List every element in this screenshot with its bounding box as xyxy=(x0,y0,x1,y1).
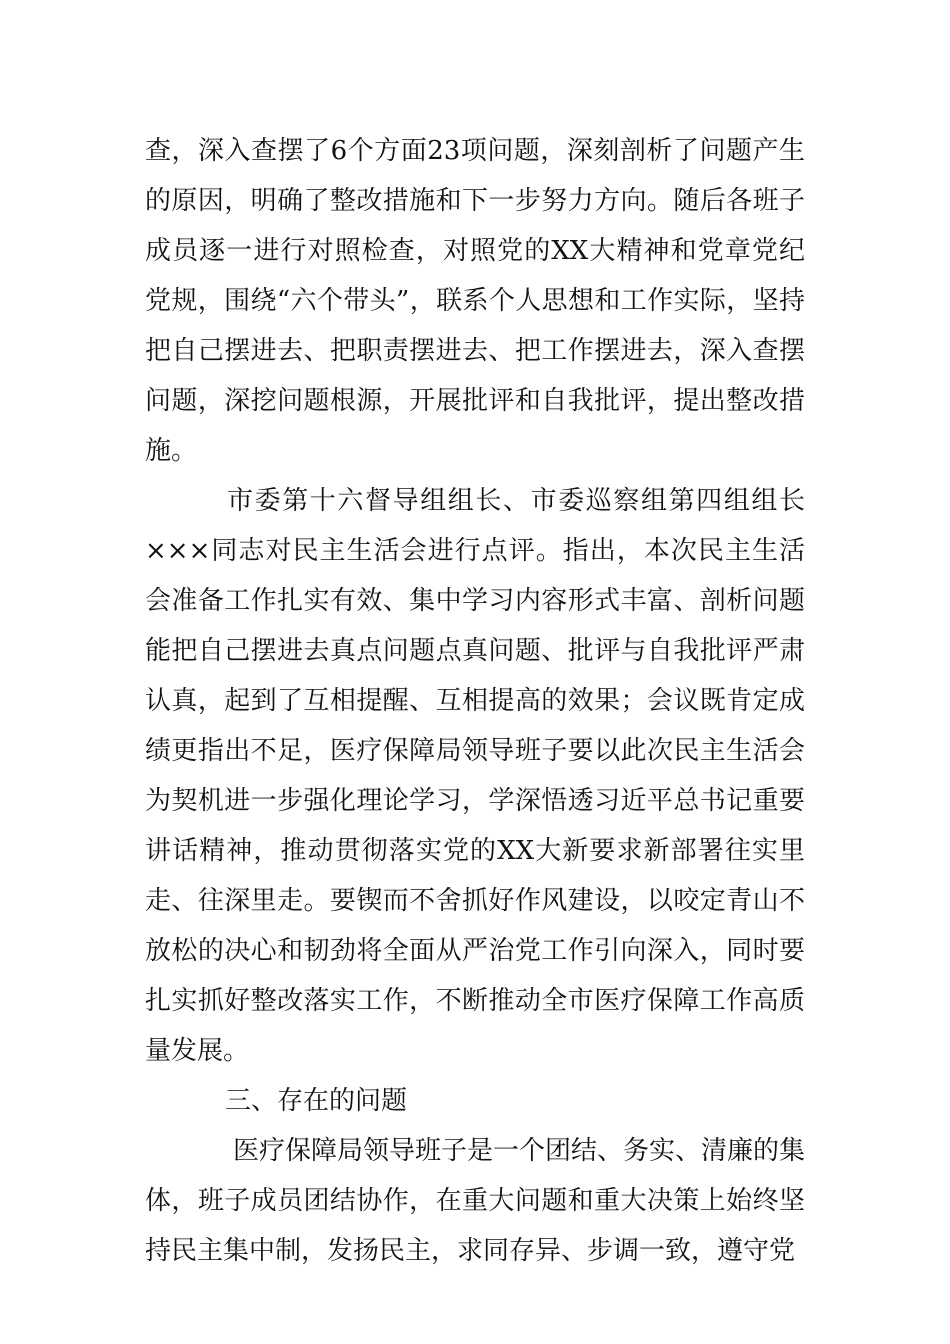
document-body xyxy=(145,126,805,1276)
section-heading: 三、存在的问题 xyxy=(225,1086,408,1116)
paragraph-continued: 查，深入查摆了6个方面23项问题，深刻剖析了问题产生的原因，明确了整改措施和下一步努力方向。随后各班子成员逐一进行对照检查，对照党的XX大精神和党章党纪党规，围绕“六个带头”，联系个人思想和工作实际，坚持把自己摆进去、把职责摆进去、把工作摆进去，深入查摆问题，深挖问题根源，开展批评和自我批评，提出整改措施。 xyxy=(145,136,805,466)
paragraph-existing-problems: 医疗保障局领导班子是一个团结、务实、清廉的集体，班子成员团结协作，在重大问题和重大决策上始终坚持民主集中制，发扬民主，求同存异、步调一致，遵守党 xyxy=(145,1136,806,1266)
paragraph-review-comments: 市委第十六督导组组长、市委巡察组第四组组长×××同志对民主生活会进行点评。指出，本次民主生活会准备工作扎实有效、集中学习内容形式丰富、剖析问题能把自己摆进去真点问题点真问题、批评与自我批评严肃认真，起到了互相提醒、互相提高的效果；会议既肯定成绩更指出不足，医疗保障局领导班子要以此次民主生活会为契机进一步强化理论学习，学深悟透习近平总书记重要讲话精神，推动贯彻落实党的XX大新要求新部署往实里走、往深里走。要锲而不舍抓好作风建设，以咬定青山不放松的决心和韧劲将全面从严治党工作引向深入，同时要扎实抓好整改落实工作，不断推动全市医疗保障工作高质量发展。 xyxy=(145,486,805,1066)
